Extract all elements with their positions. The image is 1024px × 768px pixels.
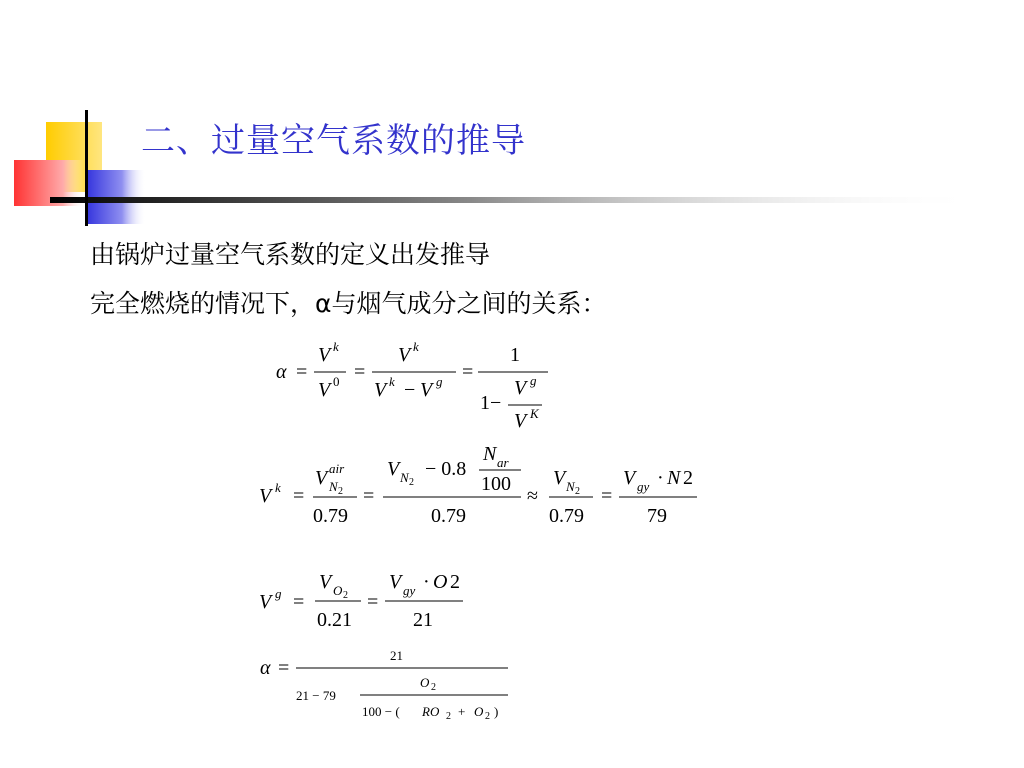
- svg-text:V: V: [387, 458, 400, 480]
- svg-text:=: =: [293, 591, 305, 613]
- svg-text:k: k: [413, 339, 419, 354]
- svg-text:2: 2: [338, 486, 343, 497]
- svg-text:V: V: [623, 467, 636, 489]
- svg-text:·: ·: [423, 571, 430, 593]
- svg-text:V: V: [553, 467, 566, 489]
- svg-text:N: N: [329, 479, 338, 494]
- svg-text:K: K: [530, 406, 539, 421]
- svg-text:2: 2: [485, 711, 490, 722]
- svg-text:−: −: [404, 379, 416, 401]
- svg-text:2: 2: [575, 486, 580, 497]
- equation-vg: [255, 568, 485, 638]
- svg-text:V: V: [319, 571, 332, 593]
- svg-text:·: ·: [657, 467, 664, 489]
- svg-text:=: =: [354, 361, 366, 383]
- svg-text:O: O: [333, 583, 343, 598]
- svg-text:V: V: [514, 410, 527, 432]
- svg-text:ar: ar: [497, 455, 509, 470]
- svg-text:g: g: [275, 586, 282, 601]
- svg-text:2: 2: [343, 590, 348, 601]
- intro-line-2: 完全燃烧的情况下，α与烟气成分之间的关系：: [90, 289, 607, 318]
- svg-text:N: N: [400, 470, 409, 485]
- svg-text:gy: gy: [403, 583, 416, 598]
- svg-text:α: α: [276, 361, 287, 383]
- svg-text:V: V: [514, 377, 527, 399]
- deco-horizontal-bar: [50, 197, 980, 203]
- slide-title: 二、过量空气系数的推导: [141, 121, 526, 161]
- svg-text:1: 1: [510, 344, 520, 366]
- svg-text:α: α: [260, 657, 271, 679]
- svg-text:V: V: [420, 379, 433, 401]
- svg-text:0.79: 0.79: [431, 505, 466, 527]
- svg-text:air: air: [329, 461, 345, 476]
- svg-text:RO: RO: [422, 704, 440, 719]
- svg-text:=: =: [363, 485, 375, 507]
- svg-text:=: =: [296, 361, 308, 383]
- svg-text:=: =: [601, 485, 613, 507]
- svg-text:=: =: [293, 485, 305, 507]
- svg-text:V: V: [389, 571, 402, 593]
- svg-text:N: N: [566, 479, 575, 494]
- svg-text:V: V: [259, 485, 272, 507]
- svg-text:O: O: [474, 704, 484, 719]
- svg-text:gy: gy: [637, 479, 650, 494]
- svg-text:0.79: 0.79: [549, 505, 584, 527]
- svg-text:1−: 1−: [480, 392, 502, 414]
- svg-text:79: 79: [647, 505, 667, 527]
- svg-text:=: =: [278, 657, 290, 679]
- svg-text:V: V: [315, 467, 328, 489]
- svg-text:g: g: [436, 374, 443, 389]
- svg-text:0: 0: [333, 374, 340, 389]
- svg-text:N: N: [483, 443, 497, 465]
- svg-text:O: O: [420, 675, 430, 690]
- svg-text:2: 2: [409, 477, 414, 488]
- intro-line-1: 由锅炉过量空气系数的定义出发推导: [90, 240, 491, 269]
- svg-text:21 − 79: 21 − 79: [296, 688, 336, 703]
- svg-text:+: +: [458, 704, 466, 719]
- svg-text:0.79: 0.79: [313, 505, 348, 527]
- svg-text:21: 21: [390, 648, 403, 663]
- svg-text:2: 2: [683, 467, 693, 489]
- equation-alpha-final: [256, 640, 536, 722]
- svg-text:g: g: [530, 373, 537, 388]
- svg-text:V: V: [318, 379, 331, 401]
- svg-text:2: 2: [446, 711, 451, 722]
- svg-text:2: 2: [431, 682, 436, 693]
- svg-text:V: V: [259, 591, 272, 613]
- svg-text:O: O: [433, 571, 448, 593]
- svg-text:21: 21: [413, 609, 433, 631]
- equation-alpha-definition: [270, 338, 570, 433]
- svg-text:≈: ≈: [527, 485, 538, 507]
- svg-text:V: V: [318, 344, 331, 366]
- svg-text:100 − (: 100 − (: [362, 704, 400, 719]
- svg-text:V: V: [398, 344, 411, 366]
- svg-text:): ): [494, 704, 499, 719]
- svg-text:− 0.8: − 0.8: [425, 458, 467, 480]
- svg-text:V: V: [374, 379, 387, 401]
- equation-vk: [255, 442, 705, 532]
- svg-text:k: k: [275, 480, 281, 495]
- deco-vertical-bar: [85, 110, 88, 226]
- svg-text:k: k: [333, 339, 339, 354]
- svg-text:=: =: [367, 591, 379, 613]
- svg-text:2: 2: [450, 571, 460, 593]
- svg-text:=: =: [462, 361, 474, 383]
- svg-text:k: k: [389, 374, 395, 389]
- svg-text:0.21: 0.21: [317, 609, 352, 631]
- svg-text:100: 100: [481, 473, 511, 495]
- svg-text:N: N: [667, 467, 681, 489]
